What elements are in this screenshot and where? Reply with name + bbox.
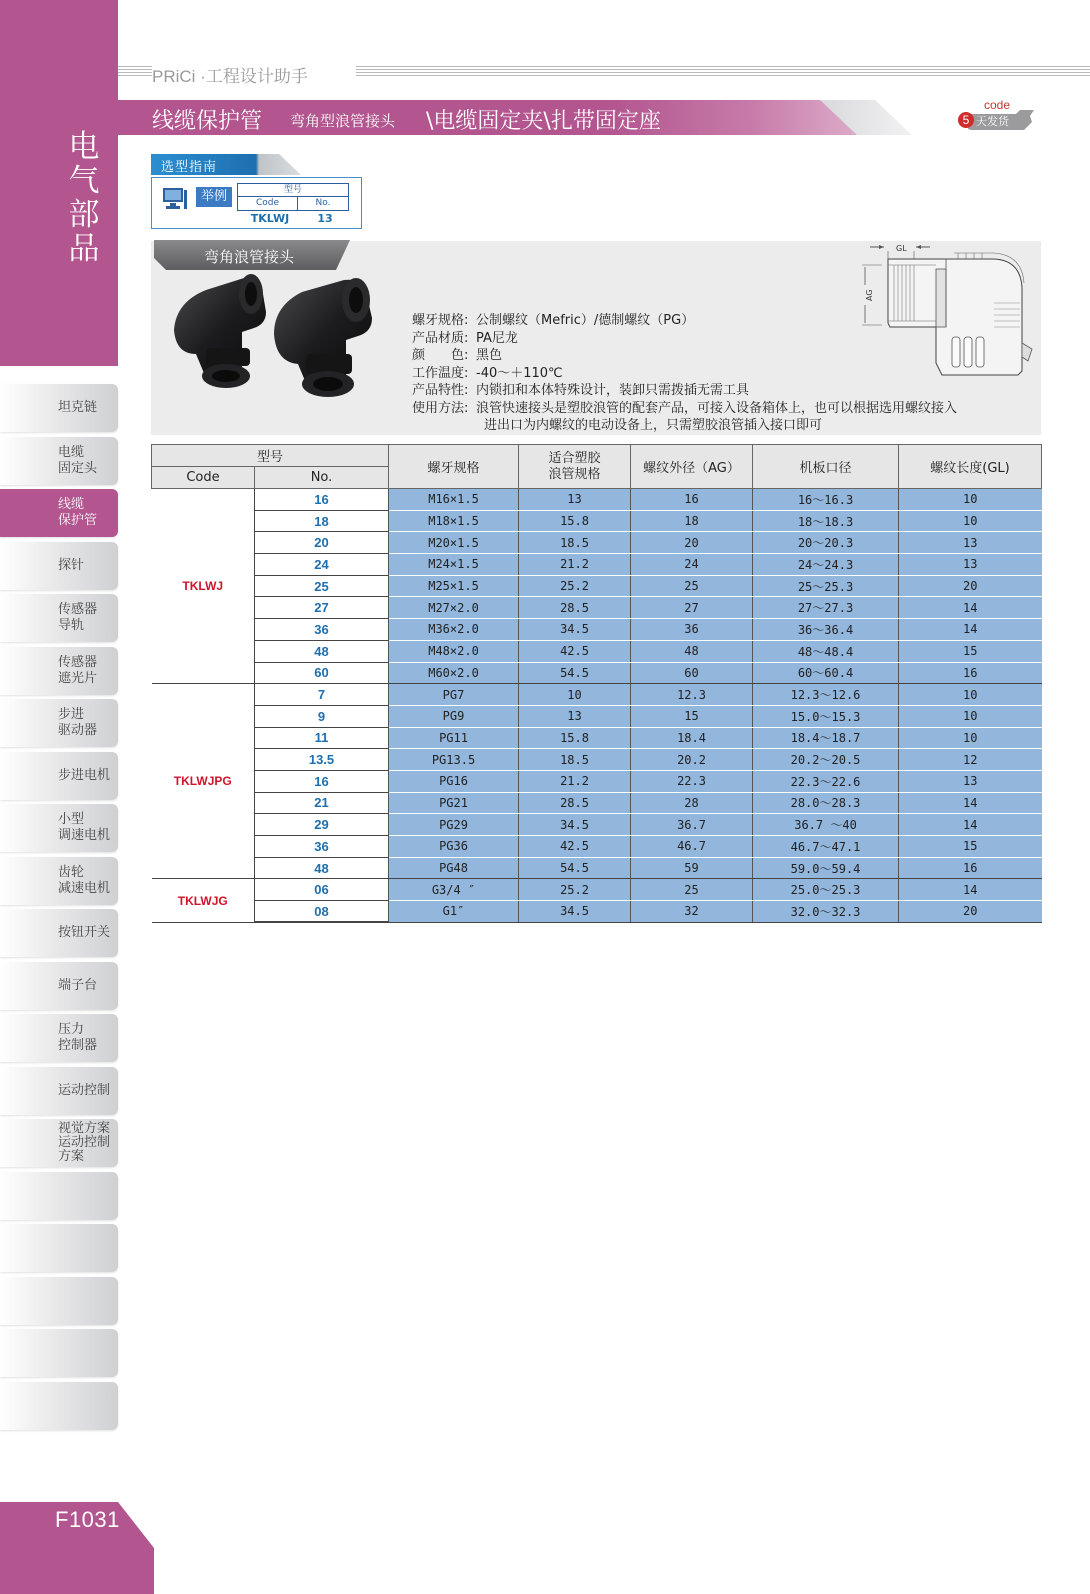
spec-cell: PG13.5 bbox=[389, 749, 519, 771]
spec-cell: 34.5 bbox=[519, 619, 631, 641]
sidebar-item-label bbox=[58, 1014, 118, 1062]
table-row bbox=[152, 640, 1042, 662]
spec-cell: 60 bbox=[631, 662, 753, 684]
dimension-drawing bbox=[862, 243, 1040, 386]
brand-text: PRiCi ·工程设计助手 bbox=[152, 67, 308, 86]
spec-cell: 48～48.4 bbox=[753, 640, 899, 662]
spec-cell: 18～18.3 bbox=[753, 510, 899, 532]
spec-cell: 27 bbox=[631, 597, 753, 619]
sidebar-item-5[interactable] bbox=[0, 594, 118, 642]
sidebar-item-12[interactable] bbox=[0, 962, 118, 1010]
spec-cell: 32.0～32.3 bbox=[753, 901, 899, 923]
spec-value: 浪管快速接头是塑胶浪管的配套产品，可接入设备箱体上，也可以根据选用螺纹接入 bbox=[476, 400, 958, 416]
spec-cell: 22.3～22.6 bbox=[753, 770, 899, 792]
table-row bbox=[152, 510, 1042, 532]
sidebar-item-10[interactable] bbox=[0, 857, 118, 905]
sidebar-item-4[interactable] bbox=[0, 542, 118, 590]
sidebar-item-label-line: 步进 bbox=[58, 707, 85, 722]
example-no-header: No. bbox=[315, 198, 331, 208]
header-ag: 螺纹外径（AG） bbox=[631, 445, 753, 489]
sidebar-item-label bbox=[58, 1382, 118, 1430]
product-name-tab bbox=[154, 240, 354, 272]
spec-cell: 54.5 bbox=[519, 857, 631, 879]
model-no-cell: 20 bbox=[255, 532, 389, 554]
spec-cell: 59 bbox=[631, 857, 753, 879]
sidebar-item-label-line: 控制器 bbox=[58, 1038, 98, 1053]
sidebar-item-label bbox=[58, 1329, 118, 1377]
sidebar-item-label-line: 传感器 bbox=[58, 654, 98, 670]
spec-value: 黑色 bbox=[476, 348, 503, 363]
sidebar-item-label-line: 压力 bbox=[58, 1022, 85, 1037]
spec-cell: 20 bbox=[899, 575, 1042, 597]
header-model: 型号 bbox=[152, 445, 389, 467]
spec-cell: 25.2 bbox=[519, 879, 631, 901]
sidebar-item-7[interactable] bbox=[0, 699, 118, 747]
table-row bbox=[152, 857, 1042, 879]
badge-code-text: code bbox=[984, 98, 1011, 112]
page-title: 线缆保护管 bbox=[152, 109, 263, 134]
spec-cell: 28 bbox=[631, 792, 753, 814]
header-thread: 螺牙规格 bbox=[389, 445, 519, 489]
sidebar-item-label bbox=[58, 647, 118, 695]
spec-cell: 28.0～28.3 bbox=[753, 792, 899, 814]
spec-cell: 16～16.3 bbox=[753, 489, 899, 511]
sidebar-item-3[interactable] bbox=[0, 489, 118, 537]
spec-cell: 20 bbox=[899, 901, 1042, 923]
sidebar-item-20[interactable] bbox=[0, 1382, 118, 1430]
product-photo bbox=[166, 272, 391, 404]
page-title-rest: \电缆固定夹\扎带固定座 bbox=[426, 109, 661, 134]
sidebar-item-8[interactable] bbox=[0, 752, 118, 800]
model-no-cell: 16 bbox=[255, 770, 389, 792]
table-row bbox=[152, 727, 1042, 749]
spec-cell: M16×1.5 bbox=[389, 489, 519, 511]
spec-key: 颜 色: bbox=[412, 348, 469, 363]
spec-cell: 10 bbox=[519, 684, 631, 706]
spec-cell: 15 bbox=[631, 705, 753, 727]
model-no-cell: 24 bbox=[255, 554, 389, 576]
sidebar-item-label bbox=[58, 1119, 118, 1167]
spec-key: 产品特性: bbox=[412, 383, 469, 398]
table-row bbox=[152, 792, 1042, 814]
spec-cell: 20 bbox=[631, 532, 753, 554]
model-no-cell: 29 bbox=[255, 814, 389, 836]
spec-cell: M36×2.0 bbox=[389, 619, 519, 641]
table-row bbox=[152, 575, 1042, 597]
table-row bbox=[152, 554, 1042, 576]
sidebar-item-label bbox=[58, 1172, 118, 1220]
spec-cell: 13 bbox=[899, 532, 1042, 554]
spec-cell: PG21 bbox=[389, 792, 519, 814]
spec-cell: 32 bbox=[631, 901, 753, 923]
spec-cell: 21.2 bbox=[519, 770, 631, 792]
model-no-cell: 7 bbox=[255, 684, 389, 706]
section-title: 电 气 部 品 bbox=[68, 129, 100, 267]
model-no-cell: 48 bbox=[255, 857, 389, 879]
model-no-cell: 9 bbox=[255, 705, 389, 727]
table-row bbox=[152, 901, 1042, 923]
example-code-header: Code bbox=[238, 197, 298, 210]
header-hose bbox=[519, 445, 631, 489]
sidebar-item-label-line: 探针 bbox=[58, 557, 85, 573]
sidebar-item-label bbox=[58, 804, 118, 852]
table-row bbox=[152, 662, 1042, 684]
sidebar-item-label-line: 步进电机 bbox=[58, 767, 111, 783]
spec-cell: 13 bbox=[899, 770, 1042, 792]
spec-cell: 25～25.3 bbox=[753, 575, 899, 597]
sidebar-item-label bbox=[58, 857, 118, 905]
sidebar-item-label bbox=[58, 542, 118, 590]
sidebar-item-17[interactable] bbox=[0, 1224, 118, 1272]
sidebar-item-2[interactable] bbox=[0, 437, 118, 485]
sidebar-item-label-line: 坦克链 bbox=[58, 400, 98, 415]
spec-cell: 42.5 bbox=[519, 836, 631, 858]
spec-cell: 13 bbox=[899, 554, 1042, 576]
sidebar-item-18[interactable] bbox=[0, 1277, 118, 1325]
sidebar-item-label-line: 固定头 bbox=[58, 460, 98, 476]
spec-cell: 36～36.4 bbox=[753, 619, 899, 641]
spec-cell: PG11 bbox=[389, 727, 519, 749]
sidebar-item-13[interactable] bbox=[0, 1014, 118, 1062]
badge-days-number: 5 bbox=[958, 112, 974, 128]
spec-table-wrapper bbox=[151, 444, 1041, 923]
spec-cell: 12 bbox=[899, 749, 1042, 771]
spec-cell: PG16 bbox=[389, 770, 519, 792]
sidebar-item-19[interactable] bbox=[0, 1329, 118, 1377]
computer-icon bbox=[162, 186, 188, 212]
spec-key: 使用方法: bbox=[412, 400, 469, 416]
sidebar-item-label-line: 线缆 bbox=[58, 497, 85, 512]
spec-cell: 18.4 bbox=[631, 727, 753, 749]
spec-cell: 25.2 bbox=[519, 575, 631, 597]
spec-cell: 15 bbox=[899, 640, 1042, 662]
sidebar-item-label bbox=[58, 437, 118, 485]
spec-value-continuation: 进出口为内螺纹的电动设备上，只需塑胶浪管插入接口即可 bbox=[484, 418, 823, 433]
example-label: 举例 bbox=[196, 187, 232, 207]
model-no-cell: 27 bbox=[255, 597, 389, 619]
product-name: 弯角浪管接头 bbox=[204, 248, 295, 266]
table-row bbox=[152, 879, 1042, 901]
page-footer-tip bbox=[118, 1502, 154, 1594]
spec-cell: 14 bbox=[899, 814, 1042, 836]
table-row bbox=[152, 814, 1042, 836]
spec-cell: PG36 bbox=[389, 836, 519, 858]
spec-value: PA尼龙 bbox=[476, 330, 518, 346]
spec-table bbox=[151, 444, 1042, 923]
spec-cell: 34.5 bbox=[519, 901, 631, 923]
sidebar-item-6[interactable] bbox=[0, 647, 118, 695]
spec-row bbox=[412, 400, 957, 418]
sidebar-gap bbox=[0, 366, 118, 384]
table-row bbox=[152, 619, 1042, 641]
spec-cell: 36.7 ～40 bbox=[753, 814, 899, 836]
spec-cell: 34.5 bbox=[519, 814, 631, 836]
spec-cell: 16 bbox=[899, 662, 1042, 684]
spec-cell: 48 bbox=[631, 640, 753, 662]
sidebar-item-label-line: 减速电机 bbox=[58, 880, 111, 896]
example-model-header: 型号 bbox=[238, 184, 348, 197]
model-no-cell: 08 bbox=[255, 901, 389, 923]
spec-cell: 14 bbox=[899, 619, 1042, 641]
spec-cell: 25 bbox=[631, 879, 753, 901]
spec-cell: M48×2.0 bbox=[389, 640, 519, 662]
guide-tab-label: 选型指南 bbox=[161, 160, 218, 175]
spec-cell: 24～24.3 bbox=[753, 554, 899, 576]
model-no-cell: 48 bbox=[255, 640, 389, 662]
spec-cell: 36 bbox=[631, 619, 753, 641]
spec-cell: 46.7～47.1 bbox=[753, 836, 899, 858]
spec-cell: 15 bbox=[899, 836, 1042, 858]
spec-cell: 28.5 bbox=[519, 792, 631, 814]
header-panel-hole: 机板口径 bbox=[753, 445, 899, 489]
table-row bbox=[152, 597, 1042, 619]
badge-days-text: 天发货 bbox=[976, 115, 1009, 128]
spec-cell: M60×2.0 bbox=[389, 662, 519, 684]
spec-cell: 14 bbox=[899, 792, 1042, 814]
sidebar-item-15[interactable] bbox=[0, 1119, 118, 1167]
sidebar-item-label-line: 调速电机 bbox=[58, 828, 111, 843]
selection-guide-tab bbox=[151, 154, 301, 175]
model-no-cell: 21 bbox=[255, 792, 389, 814]
spec-cell: 20.2～20.5 bbox=[753, 749, 899, 771]
sidebar-item-16[interactable] bbox=[0, 1172, 118, 1220]
header-hose-line1: 适合塑胶 bbox=[548, 450, 601, 466]
sidebar-section-header bbox=[0, 0, 118, 366]
spec-cell: 10 bbox=[899, 727, 1042, 749]
spec-cell: M24×1.5 bbox=[389, 554, 519, 576]
model-no-cell: 36 bbox=[255, 836, 389, 858]
spec-cell: 10 bbox=[899, 705, 1042, 727]
spec-value: 内锁扣和本体特殊设计，装卸只需拨插无需工具 bbox=[476, 383, 750, 398]
spec-cell: 36.7 bbox=[631, 814, 753, 836]
sidebar-item-label-line: 传感器 bbox=[58, 602, 98, 617]
sidebar-item-9[interactable] bbox=[0, 804, 118, 852]
spec-cell: 16 bbox=[631, 489, 753, 511]
spec-cell: 20.2 bbox=[631, 749, 753, 771]
sidebar-item-11[interactable] bbox=[0, 909, 118, 957]
header-code: Code bbox=[152, 467, 255, 489]
selection-guide-example bbox=[151, 177, 362, 229]
spec-cell: M18×1.5 bbox=[389, 510, 519, 532]
spec-cell: 15.0～15.3 bbox=[753, 705, 899, 727]
spec-cell: 25.0～25.3 bbox=[753, 879, 899, 901]
model-no-cell: 11 bbox=[255, 727, 389, 749]
sidebar-item-label bbox=[58, 962, 118, 1010]
sidebar-item-label bbox=[58, 752, 118, 800]
spec-cell: G1″ bbox=[389, 901, 519, 923]
sidebar-item-label-line: 导轨 bbox=[58, 618, 85, 633]
spec-key: 工作温度: bbox=[412, 365, 469, 381]
header-gl: 螺纹长度(GL) bbox=[899, 445, 1042, 489]
sidebar-item-1[interactable] bbox=[0, 384, 118, 432]
sidebar-item-label-line: 运动控制 bbox=[58, 1135, 111, 1150]
sidebar-item-label bbox=[58, 1224, 118, 1272]
spec-value: -40～＋110℃ bbox=[476, 365, 563, 381]
gl-label: GL bbox=[896, 244, 907, 253]
spec-cell: 25 bbox=[631, 575, 753, 597]
table-row bbox=[152, 684, 1042, 706]
spec-cell: 21.2 bbox=[519, 554, 631, 576]
model-no-cell: 25 bbox=[255, 575, 389, 597]
spec-cell: 13 bbox=[519, 489, 631, 511]
sidebar-item-label-line: 遮光片 bbox=[58, 670, 98, 686]
table-row bbox=[152, 532, 1042, 554]
header-no: No. bbox=[255, 467, 389, 489]
example-code-value: TKLWJ bbox=[250, 212, 290, 225]
spec-cell: 18.5 bbox=[519, 749, 631, 771]
spec-cell: 27～27.3 bbox=[753, 597, 899, 619]
header-rule-right bbox=[356, 66, 1090, 77]
page-number: F1031 bbox=[55, 1507, 120, 1532]
spec-cell: 59.0～59.4 bbox=[753, 857, 899, 879]
spec-cell: 18.5 bbox=[519, 532, 631, 554]
sidebar-item-label-line: 视觉方案 bbox=[58, 1121, 111, 1136]
spec-cell: 42.5 bbox=[519, 640, 631, 662]
spec-cell: M20×1.5 bbox=[389, 532, 519, 554]
model-no-cell: 60 bbox=[255, 662, 389, 684]
model-code-cell: TKLWJG bbox=[152, 879, 255, 922]
spec-cell: 60～60.4 bbox=[753, 662, 899, 684]
spec-cell: 18 bbox=[631, 510, 753, 532]
spec-cell: M25×1.5 bbox=[389, 575, 519, 597]
sidebar-item-14[interactable] bbox=[0, 1067, 118, 1115]
sidebar-item-label-line: 驱动器 bbox=[58, 723, 98, 738]
spec-cell: 15.8 bbox=[519, 727, 631, 749]
spec-cell: 28.5 bbox=[519, 597, 631, 619]
sidebar-item-label-line: 端子台 bbox=[58, 977, 98, 993]
spec-cell: 20～20.3 bbox=[753, 532, 899, 554]
spec-cell: M27×2.0 bbox=[389, 597, 519, 619]
spec-cell: 12.3～12.6 bbox=[753, 684, 899, 706]
model-no-cell: 36 bbox=[255, 619, 389, 641]
spec-cell: 10 bbox=[899, 489, 1042, 511]
spec-cell: 15.8 bbox=[519, 510, 631, 532]
model-no-cell: 16 bbox=[255, 489, 389, 511]
spec-cell: PG9 bbox=[389, 705, 519, 727]
spec-cell: 10 bbox=[899, 684, 1042, 706]
spec-cell: 16 bbox=[899, 857, 1042, 879]
model-no-cell: 18 bbox=[255, 510, 389, 532]
table-row bbox=[152, 749, 1042, 771]
table-row bbox=[152, 836, 1042, 858]
header-hose-line2: 浪管规格 bbox=[548, 466, 601, 482]
spec-cell: 18.4～18.7 bbox=[753, 727, 899, 749]
sidebar-item-label-line: 保护管 bbox=[58, 513, 98, 528]
model-code-cell: TKLWJPG bbox=[152, 684, 255, 879]
sidebar-item-label bbox=[58, 594, 118, 642]
table-row bbox=[152, 770, 1042, 792]
delivery-badge bbox=[958, 98, 1040, 136]
sidebar-item-label bbox=[58, 384, 118, 432]
sidebar-item-label bbox=[58, 1277, 118, 1325]
spec-cell: 54.5 bbox=[519, 662, 631, 684]
table-row bbox=[152, 705, 1042, 727]
sidebar-item-label-line: 运动控制 bbox=[58, 1082, 111, 1098]
spec-cell: 10 bbox=[899, 510, 1042, 532]
spec-cell: 22.3 bbox=[631, 770, 753, 792]
spec-cell: 13 bbox=[519, 705, 631, 727]
model-code-cell: TKLWJ bbox=[152, 489, 255, 684]
spec-cell: G3/4 ″ bbox=[389, 879, 519, 901]
spec-cell: 14 bbox=[899, 879, 1042, 901]
sidebar-item-label bbox=[58, 699, 118, 747]
sidebar-item-label-line: 齿轮 bbox=[58, 864, 85, 880]
spec-cell: PG7 bbox=[389, 684, 519, 706]
page-subtitle: 弯角型浪管接头 bbox=[290, 112, 396, 130]
spec-cell: PG48 bbox=[389, 857, 519, 879]
spec-cell: 12.3 bbox=[631, 684, 753, 706]
example-no-value: 13 bbox=[317, 212, 333, 225]
model-no-cell: 13.5 bbox=[255, 749, 389, 771]
spec-key: 螺牙规格: bbox=[412, 313, 469, 328]
spec-key: 产品材质: bbox=[412, 330, 469, 346]
header-rule-left bbox=[118, 66, 152, 77]
sidebar-item-label bbox=[58, 909, 118, 957]
spec-cell: 24 bbox=[631, 554, 753, 576]
ag-label: AG bbox=[865, 289, 874, 301]
spec-cell: 46.7 bbox=[631, 836, 753, 858]
spec-cell: PG29 bbox=[389, 814, 519, 836]
spec-cell: 14 bbox=[899, 597, 1042, 619]
spec-value: 公制螺纹（Mefric）/德制螺纹（PG） bbox=[476, 313, 695, 328]
table-row bbox=[152, 489, 1042, 511]
sidebar-item-label-line: 小型 bbox=[58, 812, 85, 827]
sidebar-item-label bbox=[58, 1067, 118, 1115]
sidebar-item-label-line: 按钮开关 bbox=[58, 925, 111, 940]
example-model-table bbox=[237, 183, 349, 211]
sidebar-item-label-line: 方案 bbox=[58, 1149, 85, 1164]
sidebar-item-label bbox=[58, 489, 118, 537]
sidebar-item-label-line: 电缆 bbox=[58, 444, 85, 460]
spec-table-body bbox=[152, 489, 1042, 923]
model-no-cell: 06 bbox=[255, 879, 389, 901]
